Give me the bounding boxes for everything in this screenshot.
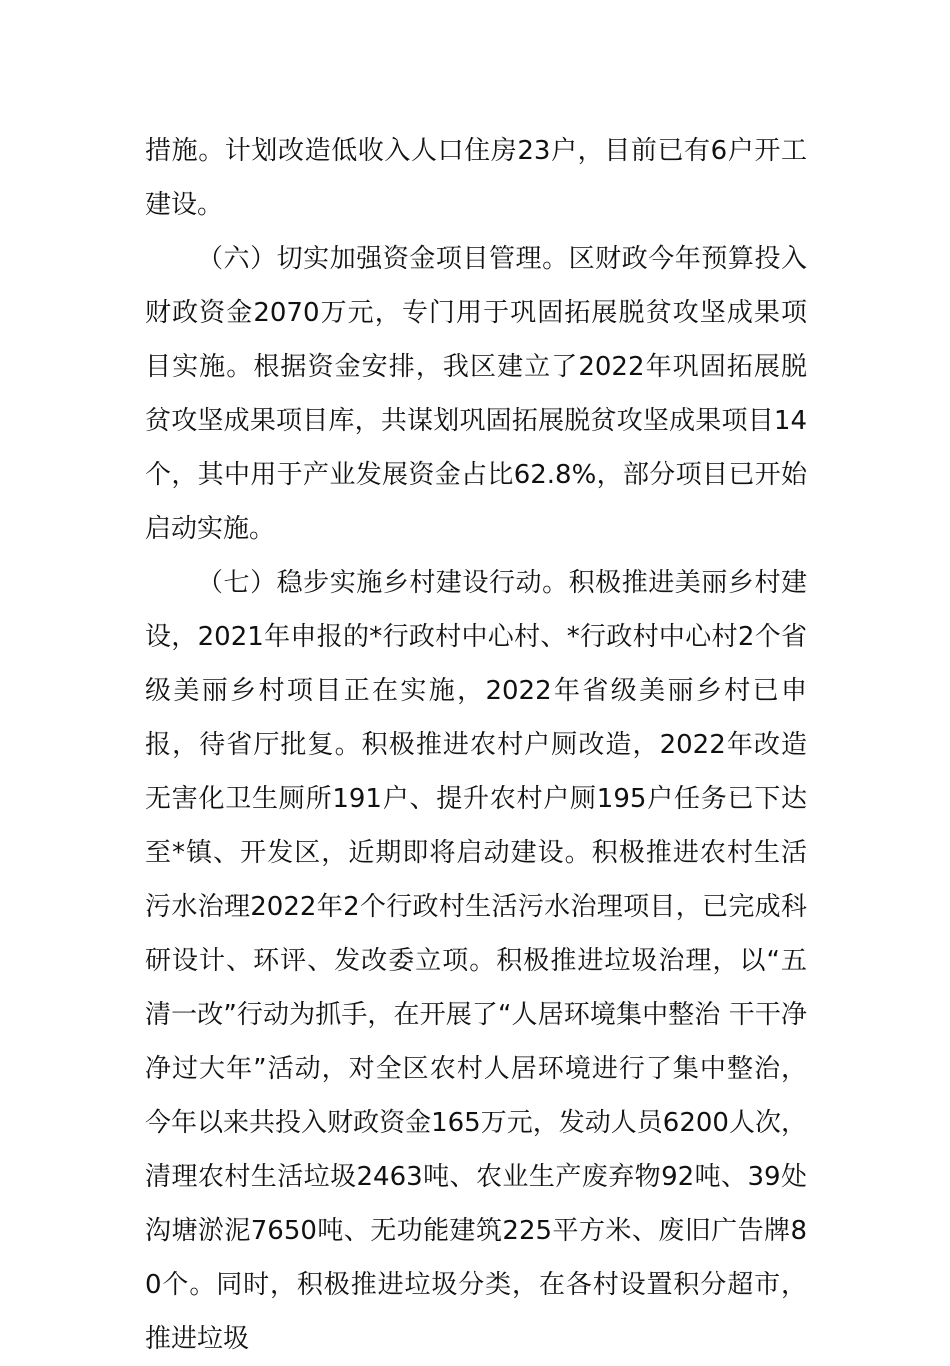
paragraph-rural-construction: （七）稳步实施乡村建设行动。积极推进美丽乡村建设，2021年申报的*行政村中心村、*行政村中心村2个省级美丽乡村项目正在实施，2022年省级美丽乡村已申报，待省厅批复。积极推进农村户厕改造，2022年改造无害化卫生厕所191户、提升农村户厕195户任务已下达至*镇、开发区，近期即将启动建设。积极推进农村生活污水治理2022年2个行政村生活污水治理项目，已完成科研设计、环评、发改委立项。积极推进垃圾治理，以“五清一改”行动为抓手，在开展了“人居环境集中整治 干干净净过大年”活动，对全区农村人居环境进行了集中整治，今年以来共投入财政资金165万元，发动人员6200人次，清理农村生活垃圾2463吨、农业生产废弃物92吨、39处沟塘淤泥7650吨、无功能建筑225平方米、废旧广告牌80个。同时，积极推进垃圾分类，在各村设置积分超市，推进垃圾 — [145, 568, 807, 1354]
paragraph-housing-measures: 措施。计划改造低收入人口住房23户，目前已有6户开工建设。 — [145, 136, 807, 220]
document-body — [145, 124, 807, 1366]
paragraph-fund-project-management: （六）切实加强资金项目管理。区财政今年预算投入财政资金2070万元，专门用于巩固拓展脱贫攻坚成果项目实施。根据资金安排，我区建立了2022年巩固拓展脱贫攻坚成果项目库，共谋划巩固拓展脱贫攻坚成果项目14个，其中用于产业发展资金占比62.8%，部分项目已开始启动实施。 — [145, 244, 807, 544]
